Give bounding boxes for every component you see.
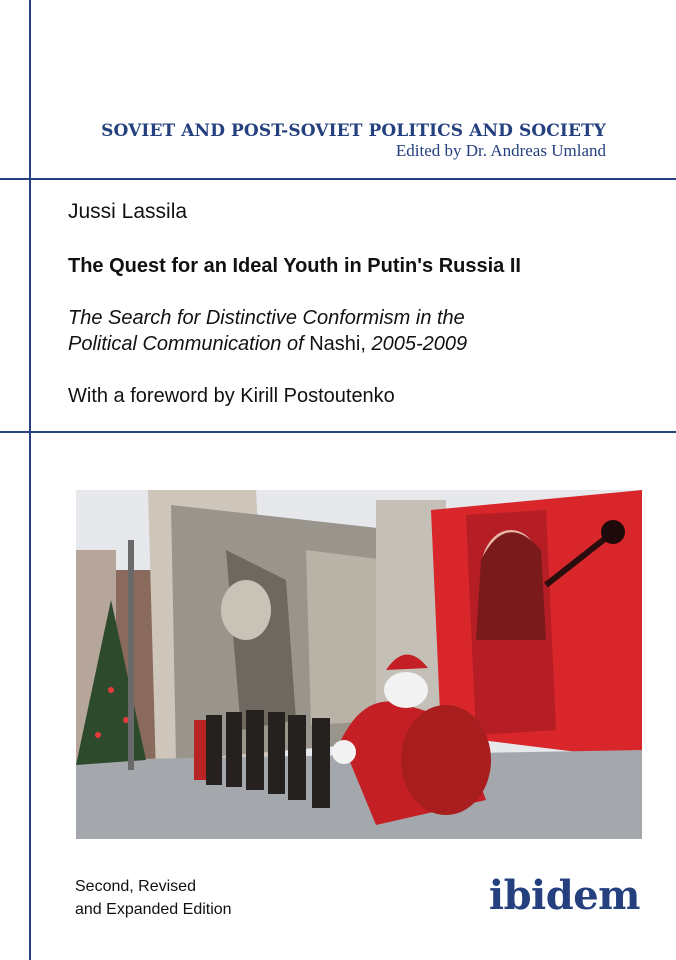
subtitle-line-1: The Search for Distinctive Conformism in the: [68, 307, 465, 329]
edition-note: [75, 875, 232, 921]
foreword-credit: With a foreword by Kirill Postoutenko: [68, 385, 395, 407]
top-horizontal-rule: [0, 178, 676, 180]
author-name: Jussi Lassila: [68, 200, 188, 223]
subtitle-line-2a: Political Communication of: [68, 333, 304, 355]
series-title: SOVIET AND POST-SOVIET POLITICS AND SOCIETY: [101, 121, 606, 141]
cover-vertical-rule: [29, 0, 31, 960]
series-editor: Edited by Dr. Andreas Umland: [395, 141, 606, 160]
middle-horizontal-rule: [0, 431, 676, 433]
publisher-logo: ibidem: [488, 872, 640, 919]
book-title: The Quest for an Ideal Youth in Putin's Russia II: [68, 255, 521, 277]
edition-line-1: Second, Revised: [75, 878, 196, 895]
book-subtitle: [68, 305, 467, 357]
cover-photo: [76, 490, 642, 839]
subtitle-years: 2005-2009: [371, 333, 468, 355]
subtitle-nashi: Nashi,: [309, 333, 366, 355]
edition-line-2: and Expanded Edition: [75, 901, 232, 918]
